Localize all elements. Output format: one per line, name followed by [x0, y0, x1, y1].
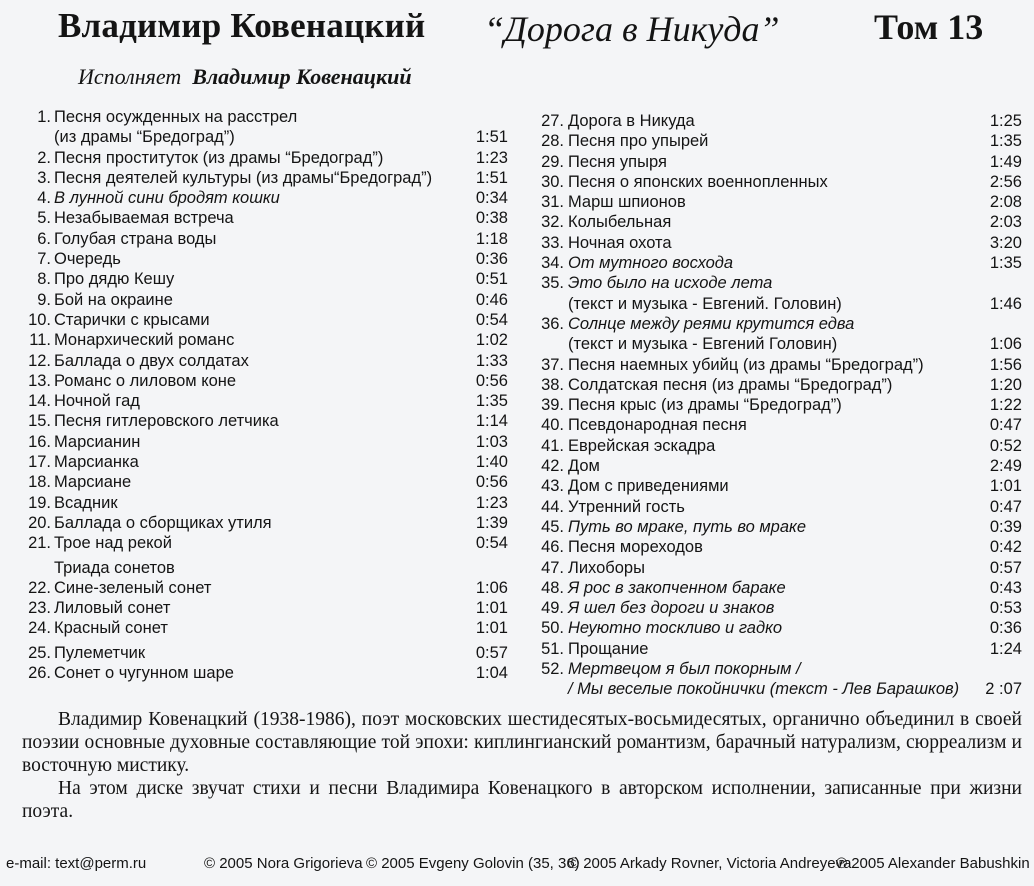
- track-row: [532, 395, 1022, 415]
- track-number: 4.: [37, 189, 51, 208]
- track-duration: 1:49: [989, 152, 1022, 171]
- track-duration: 2:56: [989, 172, 1022, 191]
- track-title: Бой на окраине: [54, 290, 173, 309]
- track-row: [22, 578, 508, 598]
- track-duration: 0:57: [475, 643, 508, 662]
- track-row: [22, 432, 508, 452]
- track-duration: 0:36: [475, 250, 508, 269]
- track-title: Песня про упырей: [568, 132, 709, 151]
- track-number: 2.: [37, 148, 51, 167]
- track-number: 18.: [28, 473, 51, 492]
- track-title: Солнце между реями крутится едва: [568, 314, 855, 333]
- track-row: [532, 273, 1022, 293]
- track-title: Еврейская эскадра: [568, 436, 716, 455]
- track-number: 23.: [28, 599, 51, 618]
- track-number: 10.: [28, 310, 51, 329]
- performer-line: [78, 64, 412, 90]
- track-duration: 3:20: [989, 233, 1022, 252]
- track-number: 21.: [28, 534, 51, 553]
- track-row: [532, 152, 1022, 172]
- track-number: 14.: [28, 392, 51, 411]
- track-number: 33.: [541, 233, 564, 252]
- track-title: Незабываемая встреча: [54, 209, 234, 228]
- track-duration: 2:03: [989, 213, 1022, 232]
- track-number: 28.: [541, 132, 564, 151]
- track-number: 7.: [37, 250, 51, 269]
- track-duration: 0:53: [989, 599, 1022, 618]
- track-row: [22, 229, 508, 249]
- track-title: Баллада о сборщиках утиля: [54, 513, 272, 532]
- track-number: 5.: [37, 209, 51, 228]
- track-duration: 0:43: [989, 578, 1022, 597]
- credits-footer: [6, 852, 1028, 876]
- email-contact: e-mail: text@perm.ru: [6, 855, 147, 872]
- track-title: Я шел без дороги и знаков: [568, 599, 775, 618]
- track-duration: 0:52: [989, 436, 1022, 455]
- track-row: [532, 415, 1022, 435]
- track-title: Лихоборы: [568, 558, 645, 577]
- track-title: Мертвецом я был покорным /: [568, 660, 801, 679]
- track-duration: 1:51: [475, 128, 508, 147]
- track-row: [532, 192, 1022, 212]
- track-row: [22, 618, 508, 638]
- track-title: Песня упыря: [568, 152, 667, 171]
- track-title: Марсианин: [54, 432, 141, 451]
- track-row: [22, 663, 508, 683]
- track-number: 13.: [28, 371, 51, 390]
- track-duration: 1:39: [475, 513, 508, 532]
- copyright-text: © 2005 Arkady Rovner, Victoria Andreyeva: [568, 855, 852, 872]
- track-number: 43.: [541, 477, 564, 496]
- track-title: Песня осужденных на расстрел: [54, 108, 298, 126]
- track-row: [532, 111, 1022, 131]
- track-row: [22, 533, 508, 553]
- track-duration: 0:54: [475, 534, 508, 553]
- track-duration: 1:35: [475, 392, 508, 411]
- track-row: [22, 513, 508, 533]
- track-title: Ночной гад: [54, 392, 140, 411]
- track-duration: 1:24: [989, 639, 1022, 658]
- track-title: Песня мореходов: [568, 538, 703, 557]
- track-number: 34.: [541, 254, 564, 273]
- track-duration: 1:23: [475, 148, 508, 167]
- track-number: 39.: [541, 396, 564, 415]
- track-row: [22, 249, 508, 269]
- track-title: (из драмы “Бредоград”): [54, 128, 235, 147]
- track-row: [22, 371, 508, 391]
- track-number: 45.: [541, 517, 564, 536]
- track-number: 15.: [28, 412, 51, 431]
- track-number: 26.: [28, 664, 51, 683]
- track-title: Очередь: [54, 250, 121, 269]
- track-number: 22.: [28, 578, 51, 597]
- track-number: 38.: [541, 375, 564, 394]
- track-title: (текст и музыка - Евгений Головин): [568, 335, 838, 354]
- track-number: 47.: [541, 558, 564, 577]
- track-duration: 1:22: [989, 396, 1022, 415]
- track-row: [532, 334, 1022, 354]
- track-number: 35.: [541, 274, 564, 293]
- track-title: Утренний гость: [568, 497, 685, 516]
- track-row: [532, 172, 1022, 192]
- track-number: 46.: [541, 538, 564, 557]
- track-title: Колыбельная: [568, 213, 672, 232]
- tracklist-left: [22, 107, 508, 683]
- track-duration: 1:40: [475, 453, 508, 472]
- track-number: 11.: [29, 331, 51, 350]
- track-row: [22, 168, 508, 188]
- track-title: Дом с приведениями: [568, 477, 729, 496]
- track-duration: 1:18: [475, 229, 508, 248]
- track-duration: 0:57: [989, 558, 1022, 577]
- performer-name: Владимир Ковенацкий: [192, 64, 412, 89]
- track-row: [532, 517, 1022, 537]
- track-duration: 1:56: [989, 355, 1022, 374]
- track-number: 36.: [541, 314, 564, 333]
- track-title: Всадник: [54, 493, 118, 512]
- track-number: 24.: [28, 619, 51, 638]
- track-title: Марсиане: [54, 473, 132, 492]
- track-title: Песня наемных убийц (из драмы “Бредоград”): [568, 355, 924, 374]
- track-duration: 1:33: [475, 351, 508, 370]
- track-title: Песня проституток (из драмы “Бредоград”): [54, 148, 384, 167]
- track-row: [532, 537, 1022, 557]
- bio-paragraph: Владимир Ковенацкий (1938-1986), поэт московских шестидесятых-восьмидесятых, органично объединил в своей поэзии основные духовные составляющие той эпохи: киплингианский романтизм, барачный натурализм, сюрреализм и восточную мистику.: [22, 709, 1022, 776]
- track-duration: 1:14: [475, 412, 508, 431]
- track-title: Марсианка: [54, 453, 139, 472]
- track-number: 48.: [541, 578, 564, 597]
- track-row: [22, 269, 508, 289]
- track-duration: 1:03: [475, 432, 508, 451]
- track-title: Песня гитлеровского летчика: [54, 412, 279, 431]
- track-row: [532, 578, 1022, 598]
- track-number: 16.: [28, 432, 51, 451]
- track-row: [532, 558, 1022, 578]
- track-duration: 1:01: [475, 599, 508, 618]
- track-duration: 0:47: [989, 497, 1022, 516]
- track-row: [22, 452, 508, 472]
- track-duration: 1:01: [475, 619, 508, 638]
- track-title: Неуютно тоскливо и гадко: [568, 619, 783, 638]
- track-title: (текст и музыка - Евгений. Головин): [568, 294, 842, 313]
- track-duration: 0:34: [475, 189, 508, 208]
- track-title: Романс о лиловом коне: [54, 371, 237, 390]
- track-number: 8.: [37, 270, 51, 289]
- track-number: 27.: [541, 112, 564, 130]
- track-number: 30.: [541, 172, 564, 191]
- track-title: Сине-зеленый сонет: [54, 578, 212, 597]
- track-row: [532, 375, 1022, 395]
- track-number: 44.: [541, 497, 564, 516]
- copyright-text: © 2005 Nora Grigorieva: [204, 855, 363, 872]
- track-title: Песня крыс (из драмы “Бредоград”): [568, 396, 842, 415]
- track-duration: 1:06: [989, 335, 1022, 354]
- track-number: 51.: [541, 639, 564, 658]
- track-number: 17.: [28, 453, 51, 472]
- track-duration: 2:08: [989, 193, 1022, 212]
- track-duration: 1:04: [475, 664, 508, 683]
- volume-number: Том 13: [874, 7, 984, 47]
- track-duration: 1:35: [989, 132, 1022, 151]
- track-title: Песня о японских военнопленных: [568, 172, 828, 191]
- track-number: 1.: [37, 108, 51, 126]
- track-number: 41.: [541, 436, 564, 455]
- track-title: Дорога в Никуда: [568, 112, 695, 130]
- track-number: 9.: [37, 290, 51, 309]
- performer-label: Исполняет: [78, 64, 182, 89]
- track-duration: 0:56: [475, 371, 508, 390]
- track-duration: 1:51: [475, 168, 508, 187]
- track-row: [532, 294, 1022, 314]
- track-number: 49.: [541, 599, 564, 618]
- track-duration: 0:36: [989, 619, 1022, 638]
- track-number: 50.: [541, 619, 564, 638]
- track-number: 20.: [28, 513, 51, 532]
- track-duration: 1:46: [989, 294, 1022, 313]
- track-row: [532, 314, 1022, 334]
- track-number: 12.: [28, 351, 51, 370]
- track-duration: 2 :07: [985, 680, 1022, 699]
- track-duration: 0:46: [475, 290, 508, 309]
- track-title: Триада сонетов: [54, 558, 175, 577]
- track-number: 52.: [541, 660, 564, 679]
- track-row: [532, 233, 1022, 253]
- phonogram-text: ℗ 2005 Alexander Babushkin: [836, 855, 1030, 872]
- track-row: [532, 476, 1022, 496]
- track-number: 31.: [541, 193, 564, 212]
- track-row: [532, 131, 1022, 151]
- track-title: Сонет о чугунном шаре: [54, 664, 234, 683]
- track-number: 32.: [541, 213, 564, 232]
- track-row: [22, 643, 508, 663]
- track-row: [22, 310, 508, 330]
- track-title: Красный сонет: [54, 619, 168, 638]
- track-duration: 0:54: [475, 310, 508, 329]
- track-title: Баллада о двух солдатах: [54, 351, 249, 370]
- track-number: 42.: [541, 457, 564, 476]
- track-row: [22, 493, 508, 513]
- track-row: [22, 391, 508, 411]
- track-row: [22, 148, 508, 168]
- track-duration: 1:23: [475, 493, 508, 512]
- track-number: 6.: [37, 229, 51, 248]
- track-title: Это было на исходе лета: [568, 274, 773, 293]
- track-title: Я рос в закопченном бараке: [568, 578, 786, 597]
- track-row: [22, 411, 508, 431]
- track-duration: 1:25: [989, 112, 1022, 130]
- track-row: [532, 679, 1022, 699]
- track-duration: 0:47: [989, 416, 1022, 435]
- track-row: [22, 330, 508, 350]
- track-row: [22, 472, 508, 492]
- track-row: [532, 639, 1022, 659]
- track-duration: 0:51: [475, 270, 508, 289]
- track-title: Монархический романс: [54, 331, 235, 350]
- track-title: В лунной сини бродят кошки: [54, 189, 280, 208]
- bio-paragraph: На этом диске звучат стихи и песни Владимира Ковенацкого в авторском исполнении, записанные при жизни поэта.: [22, 778, 1022, 822]
- track-title: Путь во мраке, путь во мраке: [568, 517, 807, 536]
- track-title: Голубая страна воды: [54, 229, 217, 248]
- track-row: [22, 107, 508, 127]
- biography: [22, 708, 1022, 823]
- artist-name: Владимир Ковенацкий: [58, 6, 426, 45]
- track-duration: 0:42: [989, 538, 1022, 557]
- track-row: [22, 127, 508, 147]
- track-number: 40.: [541, 416, 564, 435]
- track-row: [22, 188, 508, 208]
- track-row: [22, 208, 508, 228]
- track-row: [22, 558, 508, 578]
- tracklist-right: [532, 111, 1022, 700]
- track-row: [22, 290, 508, 310]
- track-row: [532, 436, 1022, 456]
- track-duration: 0:39: [989, 517, 1022, 536]
- track-title: Песня деятелей культуры (из драмы“Бредоград”): [54, 168, 433, 187]
- track-row: [532, 659, 1022, 679]
- track-row: [22, 351, 508, 371]
- copyright-text: © 2005 Evgeny Golovin (35, 36): [366, 855, 580, 872]
- track-title: Лиловый сонет: [54, 599, 171, 618]
- track-title: Псевдонародная песня: [568, 416, 747, 435]
- track-duration: 0:38: [475, 209, 508, 228]
- track-duration: 1:01: [989, 477, 1022, 496]
- track-number: 3.: [37, 168, 51, 187]
- track-duration: 1:06: [475, 578, 508, 597]
- track-title: / Мы веселые покойнички (текст - Лев Барашков): [568, 680, 960, 699]
- track-number: 29.: [541, 152, 564, 171]
- track-duration: 1:02: [475, 331, 508, 350]
- track-row: [532, 618, 1022, 638]
- track-number: 19.: [28, 493, 51, 512]
- track-title: Солдатская песня (из драмы “Бредоград”): [568, 375, 893, 394]
- track-title: Дом: [568, 457, 600, 476]
- track-title: Про дядю Кешу: [54, 270, 175, 289]
- track-title: От мутного восхода: [568, 254, 734, 273]
- track-row: [532, 456, 1022, 476]
- album-title: “Дорога в Никуда”: [484, 9, 780, 49]
- track-title: Пулеметчик: [54, 643, 146, 662]
- track-row: [532, 497, 1022, 517]
- track-duration: 1:35: [989, 254, 1022, 273]
- track-duration: 1:20: [989, 375, 1022, 394]
- track-title: Прощание: [568, 639, 649, 658]
- track-number: 37.: [541, 355, 564, 374]
- track-title: Старички с крысами: [54, 310, 210, 329]
- track-row: [532, 598, 1022, 618]
- track-duration: 2:49: [989, 457, 1022, 476]
- track-row: [532, 253, 1022, 273]
- track-title: Марш шпионов: [568, 193, 686, 212]
- track-row: [22, 598, 508, 618]
- track-number: 25.: [28, 643, 51, 662]
- track-title: Ночная охота: [568, 233, 672, 252]
- track-row: [532, 355, 1022, 375]
- track-duration: 0:56: [475, 473, 508, 492]
- track-title: Трое над рекой: [54, 534, 172, 553]
- track-row: [532, 212, 1022, 232]
